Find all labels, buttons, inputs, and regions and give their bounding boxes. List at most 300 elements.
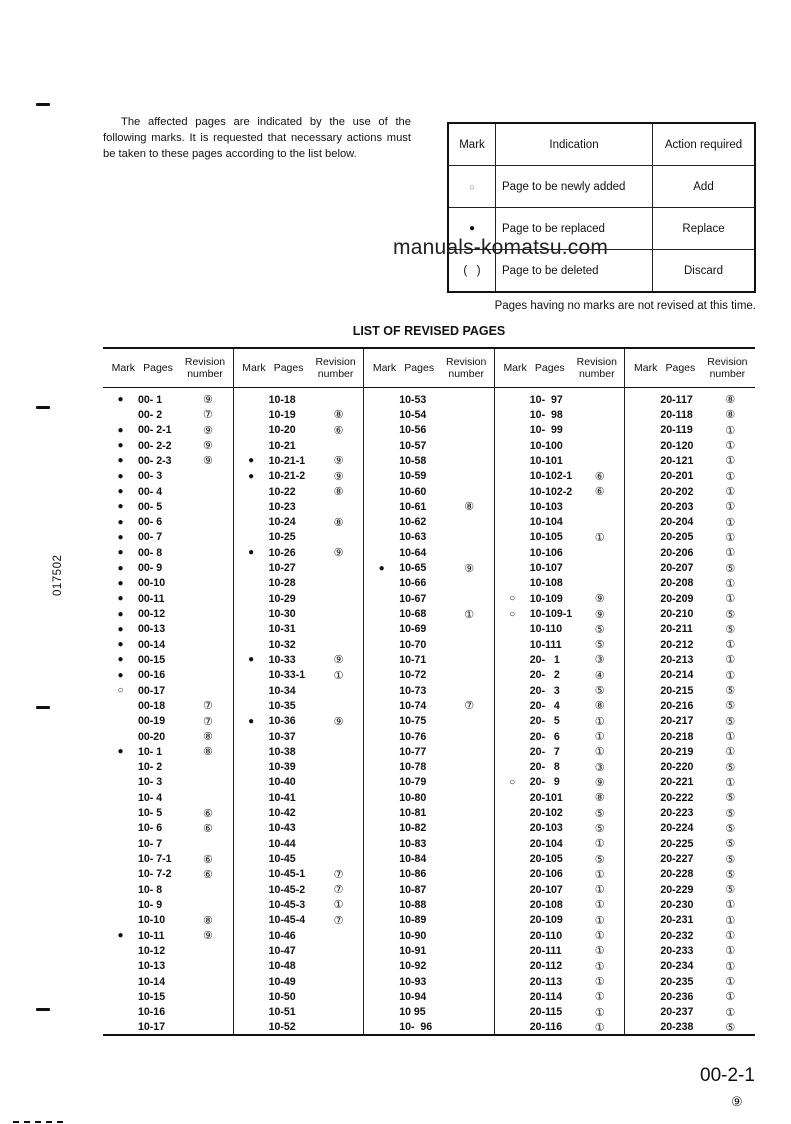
page-id: 10-110: [529, 623, 563, 636]
column-rows: [495, 388, 625, 1035]
page-id: 20-214: [660, 669, 694, 682]
table-row: [625, 913, 755, 928]
table-row: [364, 499, 494, 514]
page-id: 10-106: [529, 546, 563, 559]
page-id: 00-14: [138, 638, 166, 651]
page-id: 10-109-1: [529, 608, 573, 621]
revision-number: ④: [594, 669, 605, 682]
table-row: [364, 959, 494, 974]
page-id: 10-52: [268, 1021, 296, 1034]
revision-number: ①: [725, 899, 736, 912]
revision-number: ①: [725, 593, 736, 606]
page-id: 20-102: [529, 807, 563, 820]
table-row: [364, 606, 494, 621]
revision-number: ⑦: [333, 914, 344, 927]
page-id: 10-107: [529, 562, 563, 575]
revision-number: ①: [725, 455, 736, 468]
table-row: [234, 760, 364, 775]
table-row: [364, 683, 494, 698]
revision-number: ①: [725, 746, 736, 759]
table-row: [364, 1020, 494, 1035]
table-row: [495, 714, 625, 729]
table-row: [495, 560, 625, 575]
table-row: [234, 928, 364, 943]
page-id: 20-205: [660, 531, 694, 544]
table-row: [495, 453, 625, 468]
table-row: [103, 805, 233, 820]
table-row: [234, 683, 364, 698]
intro-text: The affected pages are indicated by the use of the following marks. It is requested that necessary actions must be taken to these pages according to the list below.: [103, 116, 411, 160]
page-id: 20-227: [660, 853, 694, 866]
revision-number: ①: [725, 440, 736, 453]
revision-number: ⑤: [725, 685, 736, 698]
table-row: [103, 453, 233, 468]
page-id: 20-204: [660, 516, 694, 529]
revision-number: ⑨: [203, 394, 213, 407]
page-id: 20-217: [660, 715, 694, 728]
table-row: [234, 729, 364, 744]
filled-circle-icon: ●: [248, 654, 255, 666]
table-row: [625, 943, 755, 958]
table-row: [625, 790, 755, 805]
page-id: 20- 5: [529, 715, 560, 728]
parentheses-icon: ( ): [448, 250, 496, 293]
revision-number: ①: [725, 516, 736, 529]
table-row: [103, 637, 233, 652]
page-id: 20-203: [660, 500, 694, 513]
table-row: [103, 698, 233, 713]
table-row: [625, 882, 755, 897]
table-row: [234, 606, 364, 621]
page-id: 20-117: [660, 393, 693, 406]
page-id: 00-12: [138, 608, 166, 621]
table-row: [234, 882, 364, 897]
page-id: 10-49: [268, 975, 296, 988]
page-id: 10-90: [399, 929, 427, 942]
table-row: [625, 698, 755, 713]
legend-indication: Page to be newly added: [496, 166, 653, 208]
open-circle-icon: ○: [509, 776, 516, 788]
page-id: 20-210: [660, 608, 694, 621]
table-row: [364, 897, 494, 912]
column-rows: [625, 388, 755, 1035]
table-row: [234, 407, 364, 422]
page-id: 10- 6: [138, 822, 163, 835]
table-row: [103, 882, 233, 897]
table-row: [103, 913, 233, 928]
table-row: [103, 407, 233, 422]
page-id: 10-64: [399, 546, 427, 559]
page-id: 10-53: [399, 393, 427, 406]
table-row: [495, 499, 625, 514]
revision-number: ⑤: [725, 700, 736, 713]
open-circle-icon: ○: [509, 593, 516, 605]
page-id: 10-44: [268, 837, 296, 850]
page-id: 20-237: [660, 1006, 694, 1019]
page-id: 10-14: [138, 975, 166, 988]
table-row: [495, 423, 625, 438]
revision-number: ①: [725, 531, 736, 544]
revision-number: ⑦: [333, 868, 344, 881]
table-row: [103, 438, 233, 453]
revision-number: ⑤: [725, 792, 736, 805]
page-id: 10-32: [268, 638, 296, 651]
revision-number: ⑤: [725, 623, 736, 636]
table-row: [495, 622, 625, 637]
page-id: 10- 7: [138, 837, 163, 850]
legend-note: Pages having no marks are not revised at this time.: [494, 300, 756, 312]
revision-number: ①: [725, 960, 736, 973]
table-row: [625, 1005, 755, 1020]
page-id: 20-234: [660, 960, 694, 973]
table-row: [234, 469, 364, 484]
table-row: [234, 545, 364, 560]
page-id: 20-215: [660, 684, 694, 697]
page-id: 20-218: [660, 730, 694, 743]
page-id: 20-216: [660, 699, 694, 712]
page-id: 10-30: [268, 608, 296, 621]
table-row: [364, 530, 494, 545]
page-id: 20- 6: [529, 730, 560, 743]
filled-circle-icon: ●: [117, 455, 124, 467]
table-row: [495, 882, 625, 897]
column-header: [103, 349, 233, 388]
page-id: 10- 1: [138, 745, 163, 758]
page-id: 10-71: [399, 653, 427, 666]
table-row: [234, 943, 364, 958]
page-id: 20-101: [529, 791, 563, 804]
table-row: [625, 683, 755, 698]
table-row: [364, 928, 494, 943]
table-row: [234, 714, 364, 729]
table-row: [234, 515, 364, 530]
page-id: 10-33-1: [268, 669, 306, 682]
revision-number: ①: [594, 531, 605, 544]
table-row: [625, 499, 755, 514]
filled-circle-icon: ●: [117, 608, 124, 620]
list-column: [624, 349, 755, 1034]
page-revision: ⑨: [731, 1094, 743, 1109]
revision-number: ⑨: [333, 654, 344, 667]
page-id: 00-17: [138, 684, 166, 697]
table-row: [234, 867, 364, 882]
page-id: 20-112: [529, 960, 563, 973]
page-id: 10-17: [138, 1021, 166, 1034]
page-id: 10-69: [399, 623, 427, 636]
table-row: [625, 576, 755, 591]
page-id: 20-207: [660, 562, 694, 575]
revision-number: ⑧: [333, 516, 344, 529]
table-row: [103, 545, 233, 560]
table-row: [103, 989, 233, 1004]
table-row: [103, 775, 233, 790]
page-id: 10-19: [268, 408, 296, 421]
filled-circle-icon: ●: [117, 639, 124, 651]
page-id: 10-81: [399, 807, 427, 820]
table-row: [625, 897, 755, 912]
revision-number: ⑤: [725, 868, 736, 881]
page-id: 20-229: [660, 883, 694, 896]
page-id: 00-15: [138, 653, 166, 666]
table-row: [495, 836, 625, 851]
page-id: 10-45-3: [268, 898, 306, 911]
page-id: 10-24: [268, 516, 296, 529]
revision-number: ③: [594, 654, 605, 667]
filled-circle-icon: ●: [117, 623, 124, 635]
revision-number: ⑤: [725, 807, 736, 820]
table-row: [364, 729, 494, 744]
page-id: 10- 9: [138, 898, 163, 911]
table-row: [495, 821, 625, 836]
header-pages: Pages: [273, 362, 304, 374]
header-revision: Revision number: [707, 356, 748, 380]
page-id: 20-111: [529, 944, 562, 957]
page-id: 10-88: [399, 898, 427, 911]
filled-circle-icon: ●: [117, 577, 124, 589]
table-row: [625, 974, 755, 989]
table-row: [103, 499, 233, 514]
table-row: [364, 882, 494, 897]
page-id: 20-225: [660, 837, 694, 850]
table-row: [625, 438, 755, 453]
revision-number: ①: [725, 945, 736, 958]
page-id: 10-94: [399, 990, 427, 1003]
table-row: [625, 851, 755, 866]
revision-number: ⑧: [203, 914, 213, 927]
page-id: 20-120: [660, 439, 694, 452]
table-row: [364, 637, 494, 652]
page-id: 10-93: [399, 975, 427, 988]
table-row: [364, 668, 494, 683]
table-row: [234, 913, 364, 928]
table-row: [495, 637, 625, 652]
page-id: 10-86: [399, 868, 427, 881]
table-row: [495, 668, 625, 683]
page-id: 10-37: [268, 730, 296, 743]
table-row: [234, 744, 364, 759]
revision-number: ①: [594, 991, 605, 1004]
table-row: [234, 499, 364, 514]
page-id: 10-60: [399, 485, 427, 498]
table-row: [364, 974, 494, 989]
revision-number: ⑨: [203, 424, 213, 437]
table-row: [234, 821, 364, 836]
revision-number: ⑨: [594, 608, 605, 621]
legend-header-indication: Indication: [496, 123, 653, 166]
revision-number: ①: [725, 1006, 736, 1019]
table-row: [495, 469, 625, 484]
filled-circle-icon: ●: [117, 470, 124, 482]
table-row: [103, 484, 233, 499]
page-id: 10-35: [268, 699, 296, 712]
revision-number: ①: [594, 715, 605, 728]
revision-number: ⑦: [203, 715, 213, 728]
header-mark: Mark: [634, 362, 658, 374]
revision-number: ⑧: [333, 486, 344, 499]
column-rows: [364, 388, 494, 1035]
page-id: 10-36: [268, 715, 296, 728]
table-row: [364, 698, 494, 713]
table-row: [495, 1005, 625, 1020]
page-id: 20-231: [660, 914, 694, 927]
filled-circle-icon: ●: [117, 669, 124, 681]
page-id: 20-110: [529, 929, 563, 942]
revision-number: ⑧: [725, 394, 736, 407]
page-id: 20-235: [660, 975, 694, 988]
table-row: [625, 775, 755, 790]
table-row: [234, 484, 364, 499]
header-mark: Mark: [503, 362, 527, 374]
list-column: [494, 349, 625, 1034]
open-circle-icon: ○: [448, 166, 496, 208]
list-column: [103, 349, 233, 1034]
revision-number: ⑧: [333, 409, 344, 422]
table-row: [364, 805, 494, 820]
page-id: 10- 7-2: [138, 868, 172, 881]
revision-number: ①: [333, 669, 344, 682]
revision-number: ①: [594, 914, 605, 927]
page-id: 10-16: [138, 1006, 166, 1019]
page-id: 10-27: [268, 562, 296, 575]
page-id: 10- 96: [399, 1021, 433, 1034]
table-row: [103, 515, 233, 530]
page-id: 10-50: [268, 990, 296, 1003]
table-row: [495, 989, 625, 1004]
column-header: [625, 349, 755, 388]
header-pages: Pages: [404, 362, 435, 374]
page-id: 10-38: [268, 745, 296, 758]
revision-number: ⑥: [594, 486, 605, 499]
table-row: [364, 453, 494, 468]
table-row: [495, 897, 625, 912]
page-id: 20-230: [660, 898, 694, 911]
page-id: 20-236: [660, 990, 694, 1003]
binding-mark: [36, 103, 50, 106]
table-row: [234, 622, 364, 637]
table-row: [625, 560, 755, 575]
table-row: [495, 775, 625, 790]
page-id: 10-21: [268, 439, 296, 452]
page-id: 10-92: [399, 960, 427, 973]
revision-number: ①: [725, 424, 736, 437]
table-row: [495, 790, 625, 805]
page-id: 10-87: [399, 883, 427, 896]
page-id: 10-15: [138, 990, 166, 1003]
table-row: [625, 989, 755, 1004]
column-rows: [234, 388, 364, 1035]
page-id: 10-45: [268, 853, 296, 866]
revision-number: ⑤: [594, 853, 605, 866]
page-id: 10-57: [399, 439, 427, 452]
revision-number: ①: [725, 654, 736, 667]
legend-action: Add: [653, 166, 756, 208]
page-id: 10-82: [399, 822, 427, 835]
page-id: 20-105: [529, 853, 563, 866]
page-id: 10-102-2: [529, 485, 573, 498]
page-id: 00- 2-3: [138, 454, 172, 467]
revision-number: ⑨: [333, 470, 344, 483]
page-id: 10-26: [268, 546, 296, 559]
table-row: [103, 530, 233, 545]
table-row: [234, 805, 364, 820]
page-id: 20-206: [660, 546, 694, 559]
page-id: 20- 8: [529, 761, 560, 774]
page-id: 10-45-2: [268, 883, 306, 896]
page-id: 20- 7: [529, 745, 560, 758]
page-id: 10-66: [399, 577, 427, 590]
page-id: 10-108: [529, 577, 563, 590]
page-id: 10-56: [399, 424, 427, 437]
table-row: [625, 407, 755, 422]
revision-number: ⑤: [594, 623, 605, 636]
page-id: 00-20: [138, 730, 166, 743]
legend-indication: Page to be deleted: [496, 250, 653, 293]
page-id: 10-34: [268, 684, 296, 697]
page-id: 10-45-1: [268, 868, 306, 881]
table-row: [103, 469, 233, 484]
intro-paragraph: [103, 114, 411, 162]
table-row: [234, 637, 364, 652]
page-id: 10- 5: [138, 807, 163, 820]
revision-number: ⑨: [203, 930, 213, 943]
page-id: 00- 2-2: [138, 439, 172, 452]
page-id: 10- 7-1: [138, 853, 172, 866]
table-row: [103, 760, 233, 775]
revision-number: ⑤: [725, 884, 736, 897]
header-mark: Mark: [242, 362, 266, 374]
table-row: [625, 805, 755, 820]
legend-indication: Page to be replaced: [496, 208, 653, 250]
page-id: 10-76: [399, 730, 427, 743]
page-id: 20-119: [660, 424, 693, 437]
table-row: [625, 744, 755, 759]
revision-number: ⑤: [725, 761, 736, 774]
binding-mark: [36, 406, 50, 409]
table-row: [234, 591, 364, 606]
table-row: [495, 928, 625, 943]
table-row: [495, 974, 625, 989]
revision-number: ⑨: [594, 776, 605, 789]
table-row: [625, 591, 755, 606]
table-row: [625, 423, 755, 438]
header-revision: Revision number: [576, 356, 617, 380]
revision-number: ①: [725, 914, 736, 927]
table-row: [234, 698, 364, 713]
table-row: [234, 668, 364, 683]
page-id: 10- 8: [138, 883, 163, 896]
page-id: 10-111: [529, 638, 562, 651]
page-id: 20-202: [660, 485, 694, 498]
page-id: 00- 6: [138, 516, 163, 529]
revision-number: ①: [725, 776, 736, 789]
filled-circle-icon: ●: [117, 516, 124, 528]
page-id: 20-118: [660, 408, 693, 421]
page-id: 10-77: [399, 745, 427, 758]
table-row: [625, 515, 755, 530]
page-id: 20-114: [529, 990, 563, 1003]
revision-number: ⑥: [594, 470, 605, 483]
header-mark: Mark: [111, 362, 135, 374]
revision-number: ⑤: [594, 639, 605, 652]
revision-number: ⑤: [594, 685, 605, 698]
page-id: 10-28: [268, 577, 296, 590]
revision-number: ①: [594, 960, 605, 973]
page-id: 10- 98: [529, 408, 563, 421]
table-row: [234, 989, 364, 1004]
table-row: [364, 560, 494, 575]
revision-number: ①: [594, 945, 605, 958]
page-id: 20-106: [529, 868, 563, 881]
